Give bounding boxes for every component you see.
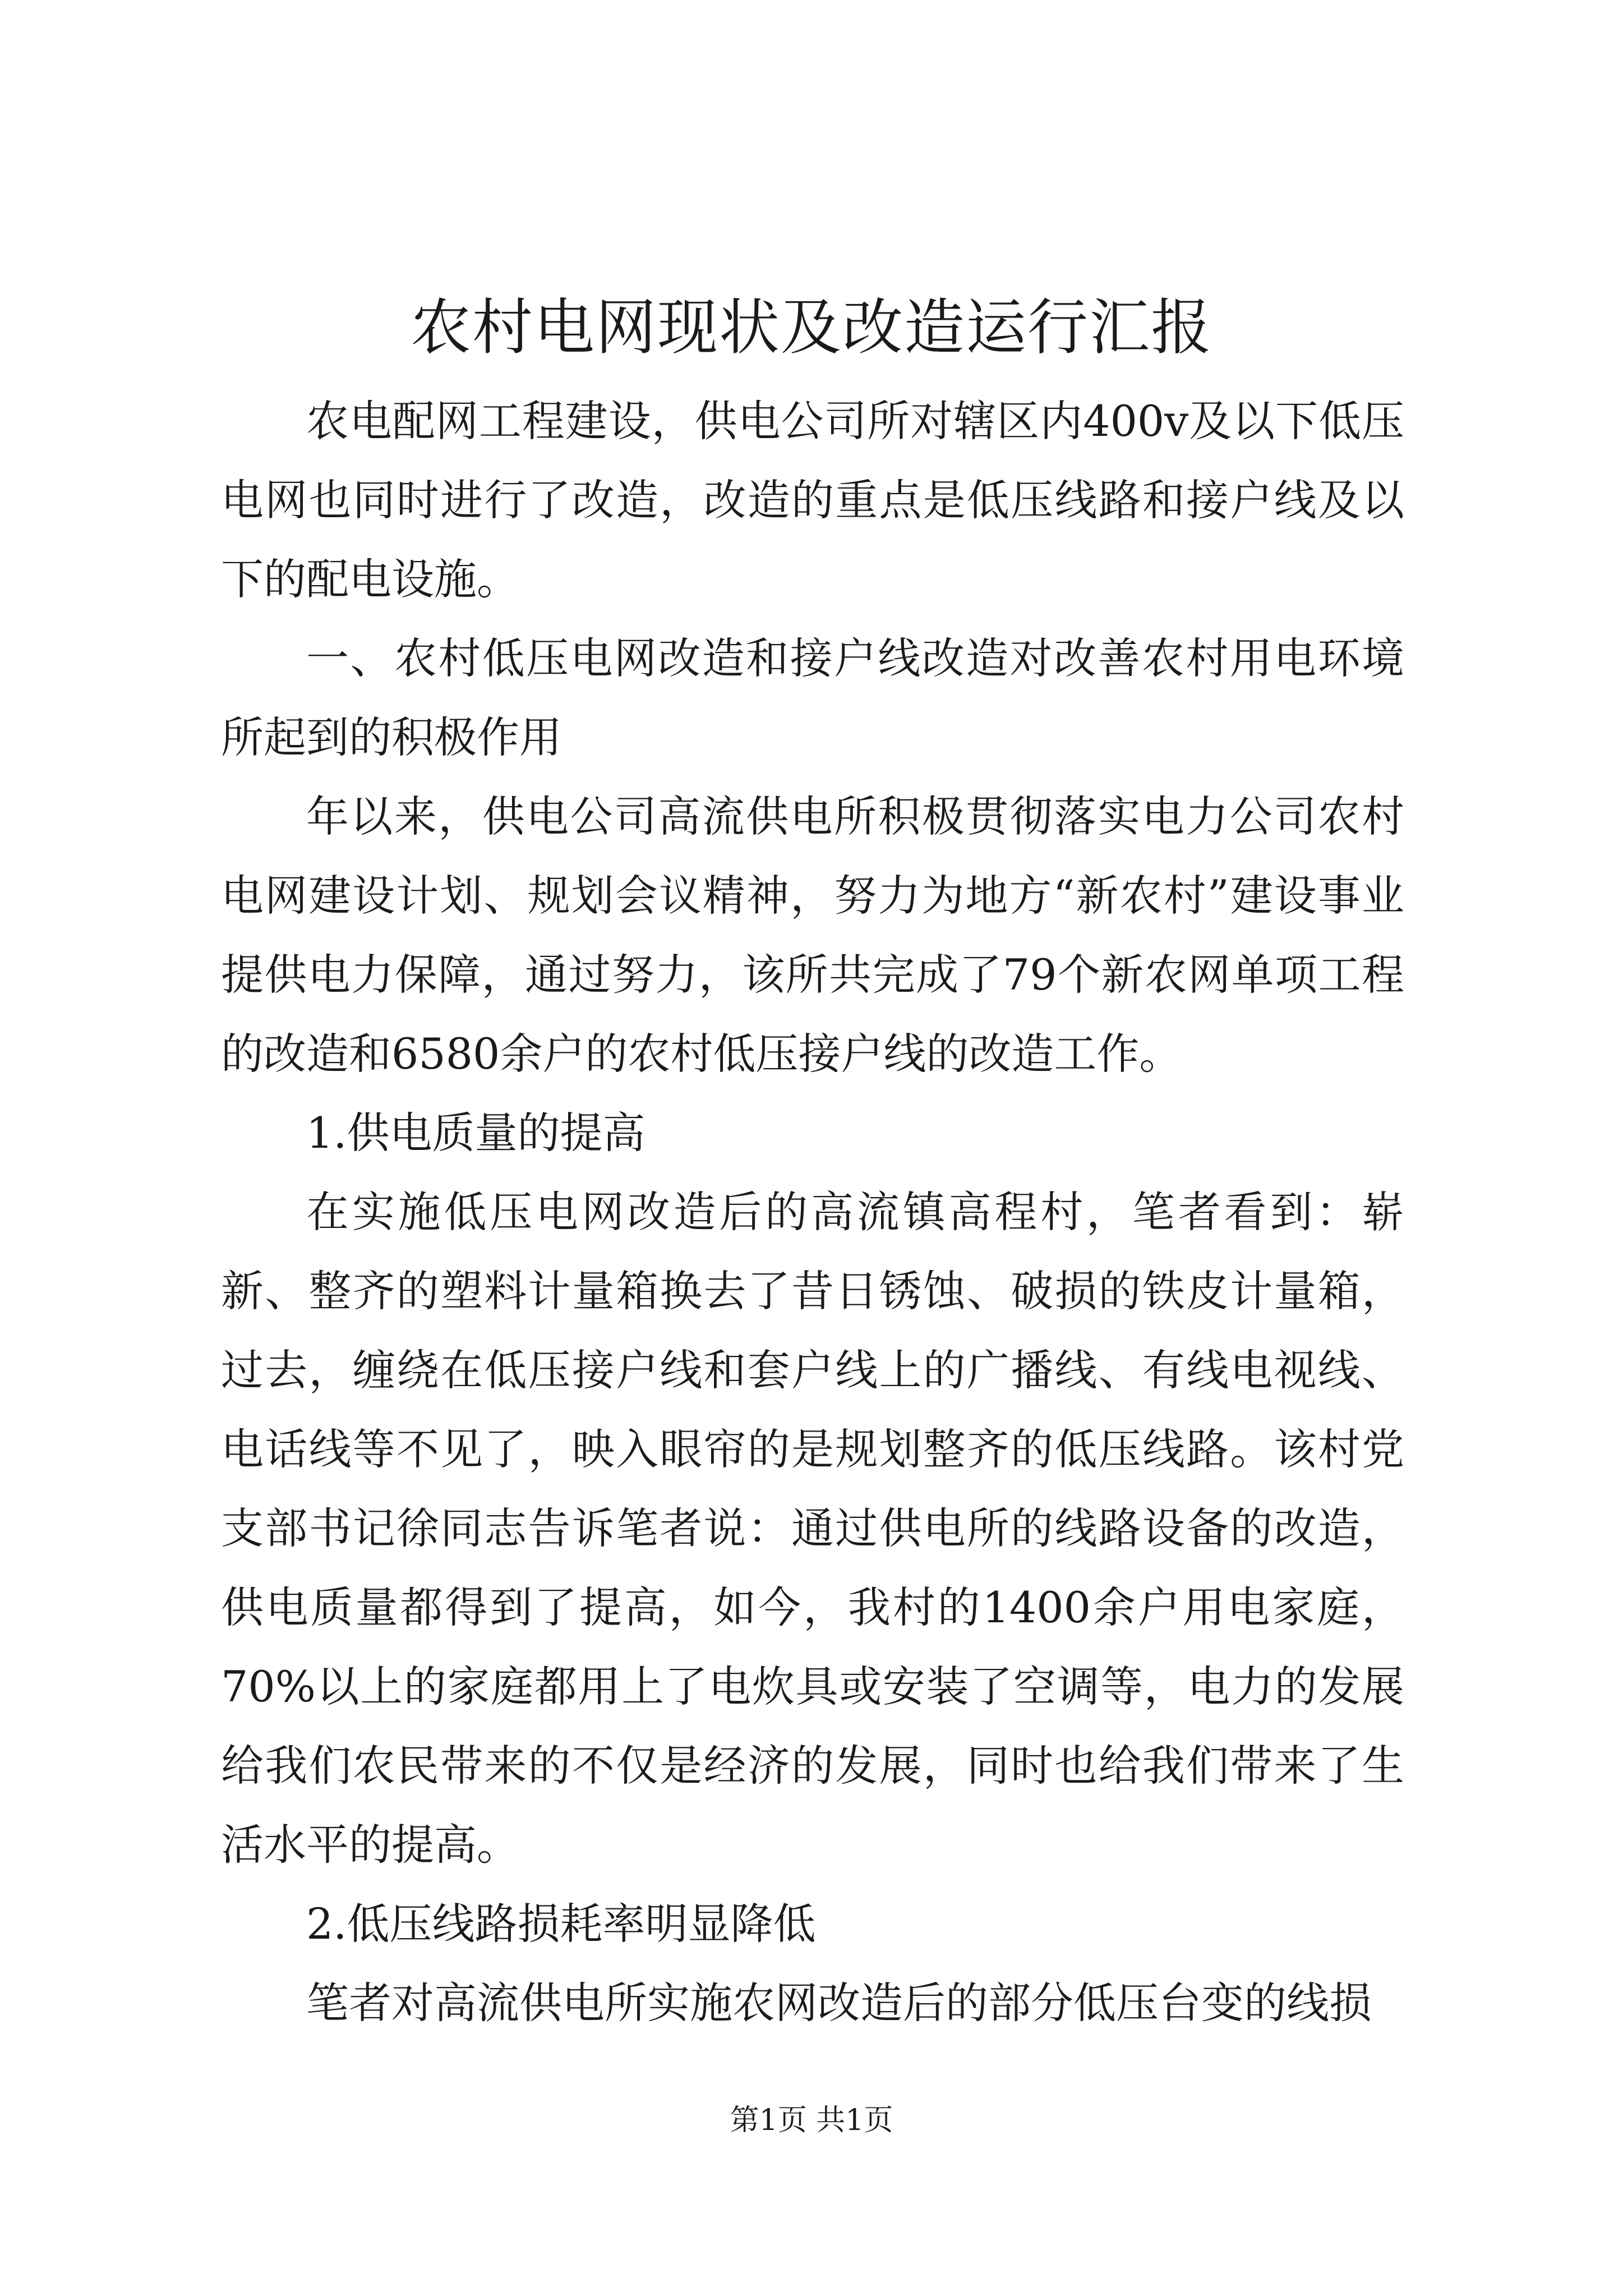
paragraph-intro: 农电配网工程建设，供电公司所对辖区内400v及以下低压电网也同时进行了改造，改造的重点是低压线路和接户线及以下的配电设施。 (221, 396, 1404, 604)
paragraph-achievements: 年以来，供电公司高流供电所积极贯彻落实电力公司农村电网建设计划、规划会议精神，努力为地方“新农村”建设事业提供电力保障，通过努力，该所共完成了79个新农网单项工程的改造和6580余户的农村低压接户线的改造工作。 (221, 792, 1404, 1079)
paragraph-line-loss: 笔者对高流供电所实施农网改造后的部分低压台变的线损 (306, 1978, 1372, 2028)
paragraph-quality: 在实施低压电网改造后的高流镇高程村，笔者看到：崭新、整齐的塑料计量箱换去了昔日锈蚀、破损的铁皮计量箱，过去，缠绕在低压接户线和套户线上的广播线、有线电视线、电话线等不见了，映入眼帘的是规划整齐的低压线路。该村党支部书记徐同志告诉笔者说：通过供电所的线路设备的改造，供电质量都得到了提高，如今，我村的1400余户用电家庭，70%以上的家庭都用上了电炊具或安装了空调等，电力的发展给我们农民带来的不仅是经济的发展，同时也给我们带来了生活水平的提高。 (221, 1187, 1404, 1870)
document-body (221, 381, 1404, 2042)
page-footer: 第1页 共1页 (730, 2104, 893, 2137)
section-heading-1: 一、农村低压电网改造和接户线改造对改善农村用电环境所起到的积极作用 (221, 633, 1404, 762)
subsection-heading-2: 2.低压线路损耗率明显降低 (306, 1899, 816, 1949)
subsection-heading-1: 1.供电质量的提高 (306, 1108, 645, 1158)
document-title: 农村电网现状及改造运行汇报 (410, 293, 1212, 363)
